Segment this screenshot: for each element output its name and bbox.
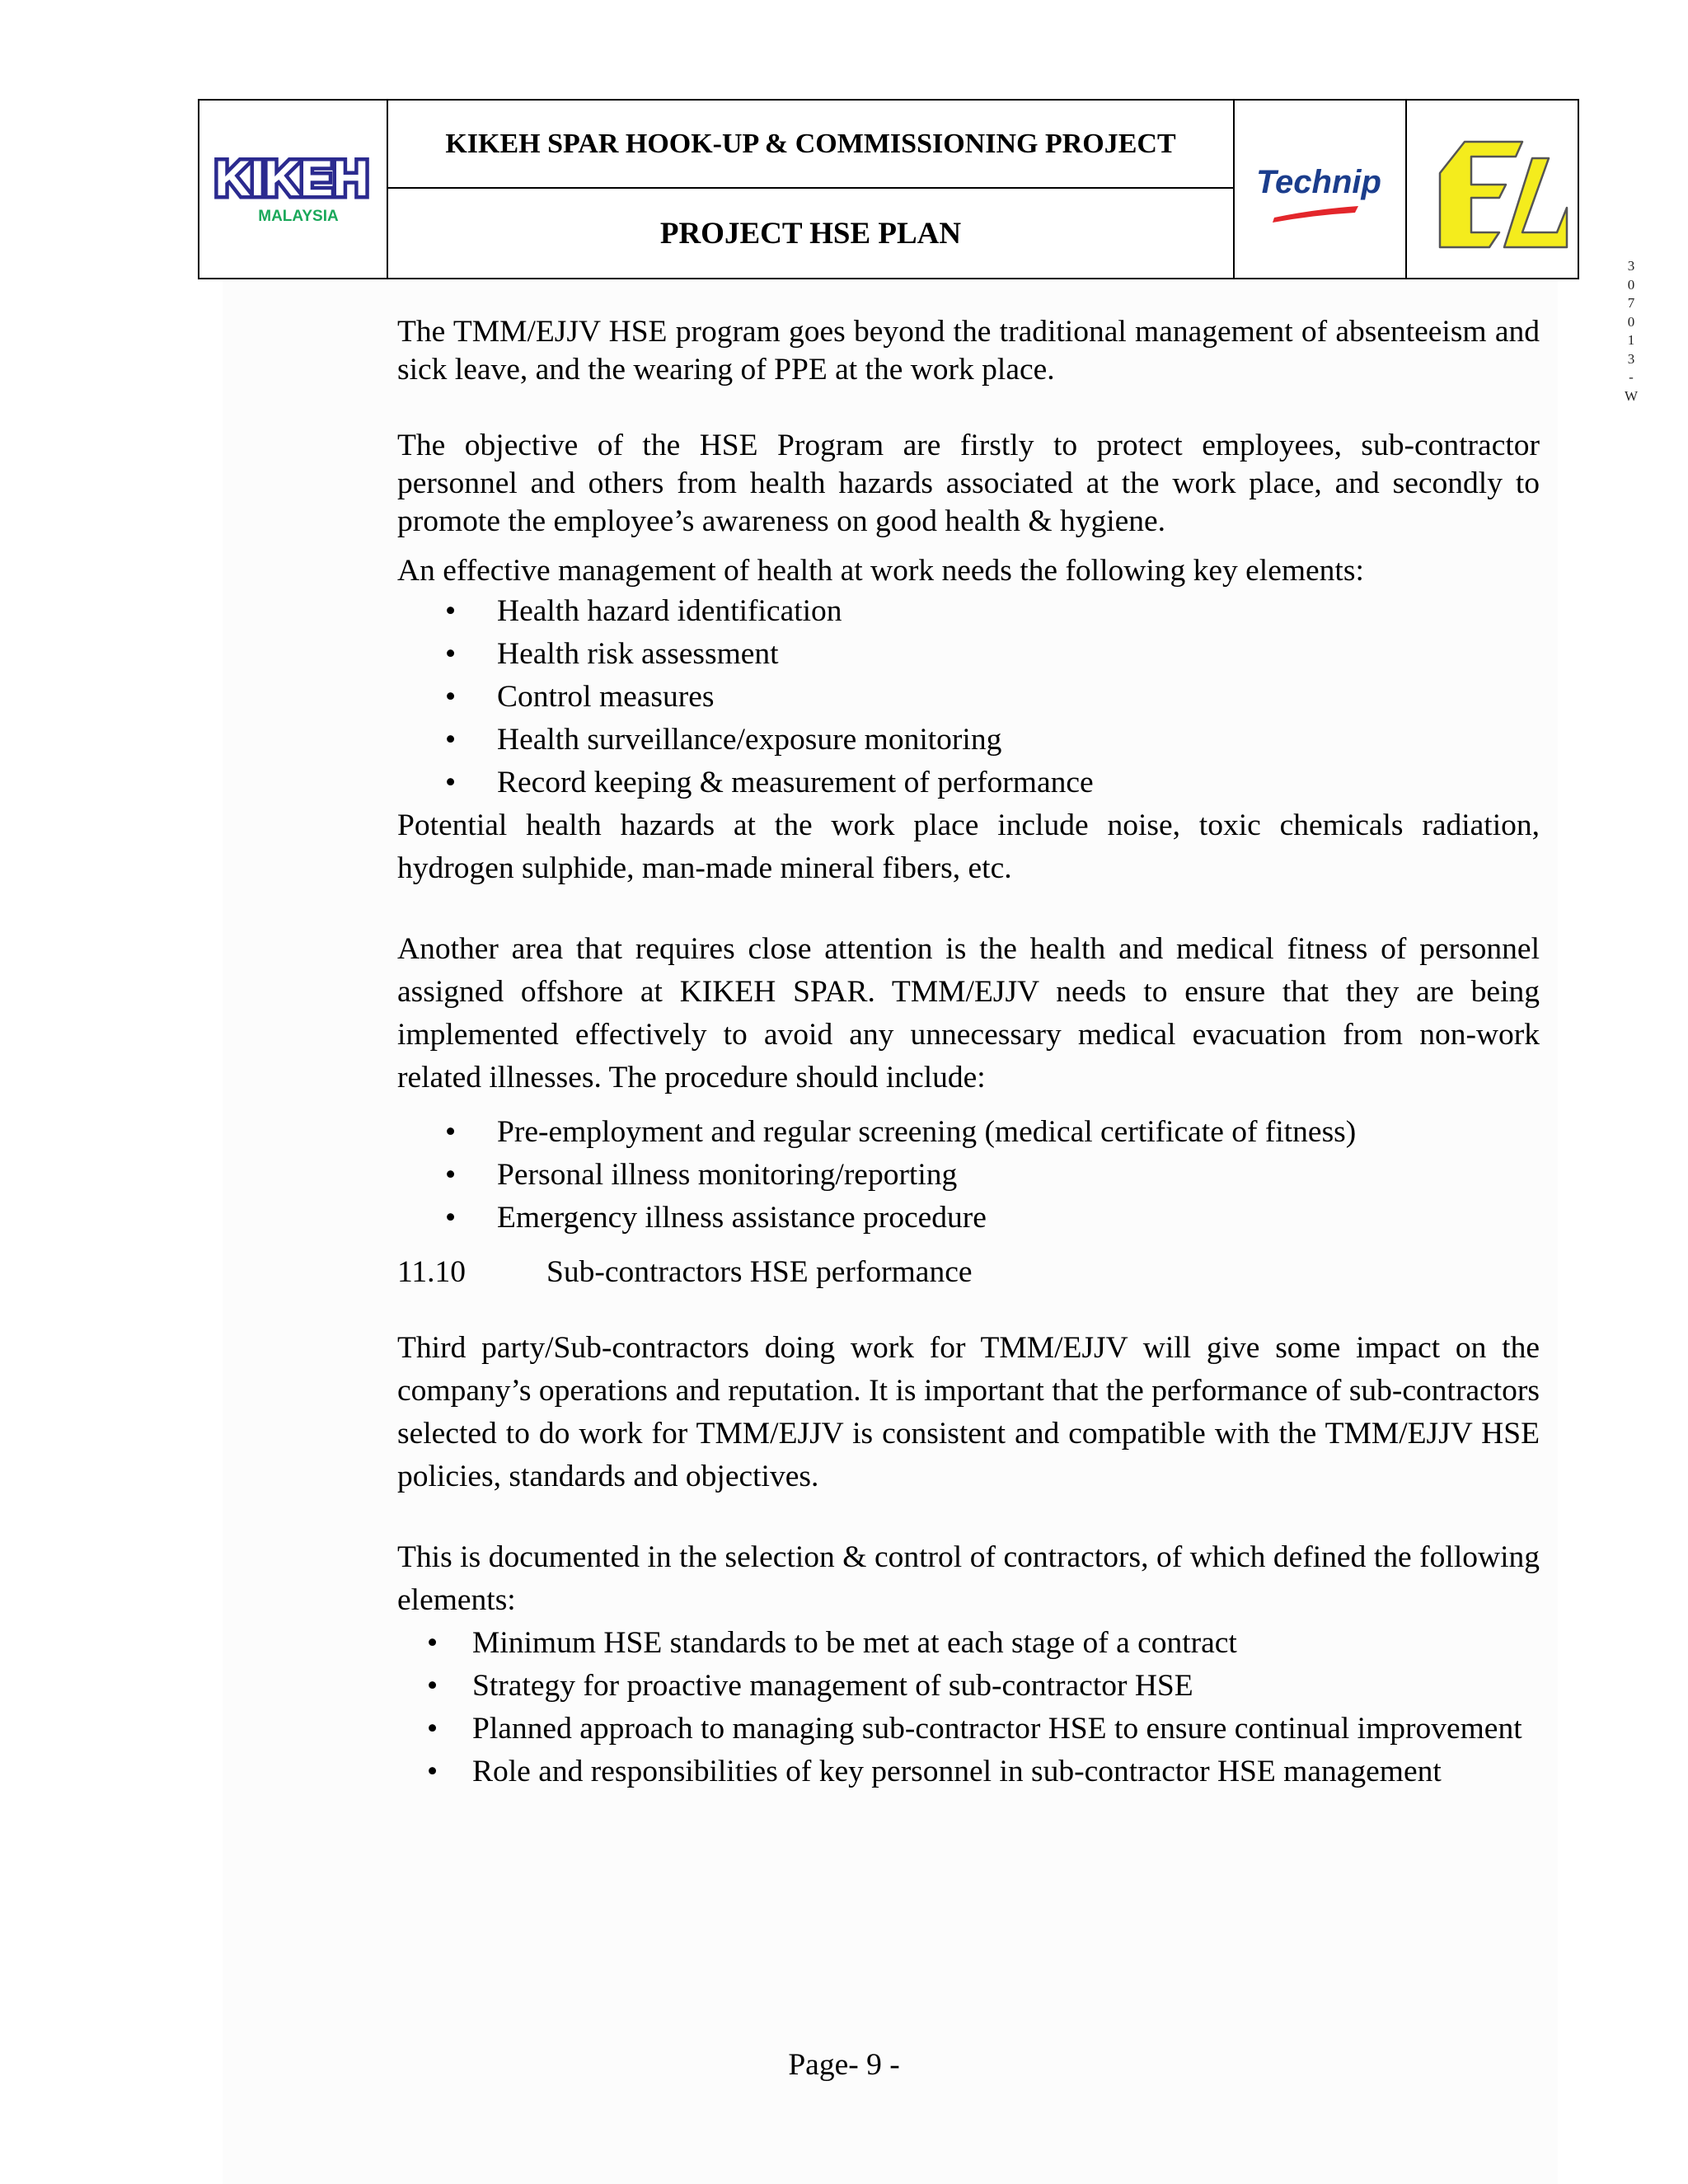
side-code-char: 7 — [1627, 295, 1635, 311]
list-item — [397, 1154, 1540, 1197]
kikeh-logo-text: KIKEH — [214, 151, 369, 206]
section-heading — [397, 1251, 1540, 1294]
technip-swoosh-icon — [1273, 206, 1358, 223]
kikeh-logo-subtext: MALAYSIA — [258, 208, 339, 225]
el-logo-icon — [1440, 142, 1567, 247]
list-item — [397, 1708, 1540, 1750]
paragraph: Potential health hazards at the work place include noise, toxic chemicals radiation, hydrogen sulphide, man-made mineral fibers, etc. — [397, 808, 1540, 885]
document-body — [397, 313, 1540, 1805]
kikeh-logo — [199, 101, 388, 278]
list-item-text: Health hazard identification — [497, 594, 842, 628]
list-item-text: Pre-employment and regular screening (medical certificate of fitness) — [497, 1115, 1357, 1149]
paragraph: Another area that requires close attention is the health and medical fitness of personnel assigned offshore at KIKEH SPAR. TMM/EJJV needs to ensure that they are being implemented effectively to avoid any unnecessary medical evacuation from non-work related illnesses. The procedure should include: — [397, 932, 1540, 1094]
side-code-char: 3 — [1627, 258, 1635, 274]
list-item — [397, 762, 1540, 804]
list-item-text: Emergency illness assistance procedure — [497, 1201, 987, 1235]
list-item-text: Health surveillance/exposure monitoring — [497, 723, 1002, 757]
list-item — [397, 1622, 1540, 1665]
side-code-char: 0 — [1627, 276, 1635, 293]
technip-logo-text: Technip — [1256, 164, 1381, 200]
bullet-icon: • — [445, 594, 457, 628]
list-item — [397, 676, 1540, 719]
bullet-icon: • — [445, 723, 457, 757]
technip-logo — [1235, 101, 1407, 278]
list-item — [397, 1111, 1540, 1154]
list-item-text: Minimum HSE standards to be met at each stage of a contract — [472, 1626, 1237, 1660]
bullet-icon: • — [445, 766, 457, 799]
side-code-char: 0 — [1627, 313, 1635, 330]
list-item — [397, 719, 1540, 762]
side-code-char: 3 — [1627, 350, 1635, 367]
bullet-icon: • — [445, 1201, 457, 1235]
list-item — [397, 1665, 1540, 1708]
el-logo — [1407, 101, 1581, 278]
paragraph: The objective of the HSE Program are firstly to protect employees, sub-contractor personnel and others from health hazards associated at the work place, and secondly to promote the employee’s awareness on good health & hygiene. — [397, 429, 1540, 538]
document-title: PROJECT HSE PLAN — [659, 216, 962, 251]
list-item-text: Control measures — [497, 680, 715, 714]
list-item — [397, 633, 1540, 676]
paragraph: The TMM/EJJV HSE program goes beyond the traditional management of absenteeism and sick leave, and the wearing of PPE at the work place. — [397, 315, 1540, 387]
header-title-cell — [388, 101, 1235, 278]
document-header — [198, 99, 1579, 279]
list-item-text: Health risk assessment — [497, 637, 779, 671]
page-number: Page- 9 - — [788, 2048, 900, 2082]
list-item-text: Role and responsibilities of key personnel in sub-contractor HSE management — [472, 1755, 1442, 1788]
bullet-icon: • — [427, 1755, 438, 1788]
side-code-char: - — [1629, 369, 1634, 385]
bullet-icon: • — [445, 680, 457, 714]
list-item — [397, 1750, 1540, 1793]
section-number: 11.10 — [397, 1255, 466, 1289]
list-item-text: Personal illness monitoring/reporting — [497, 1158, 958, 1192]
bullet-icon: • — [427, 1626, 438, 1660]
bullet-icon: • — [427, 1669, 438, 1703]
side-code-char: 1 — [1627, 332, 1635, 348]
key-elements-list — [397, 590, 1540, 1793]
side-code-char: W — [1624, 387, 1639, 404]
project-title: KIKEH SPAR HOOK-UP & COMMISSIONING PROJECT — [388, 101, 1233, 189]
section-title: Sub-contractors HSE performance — [546, 1255, 973, 1289]
side-document-code — [1619, 257, 1643, 405]
list-item — [397, 1197, 1540, 1240]
list-item — [397, 590, 1540, 633]
bullet-icon: • — [445, 1115, 457, 1149]
paragraph: Third party/Sub-contractors doing work for TMM/EJJV will give some impact on the company’s operations and reputation. It is important that the performance of sub-contractors selected to do work for TMM/EJJV is consistent and compatible with the TMM/EJJV HSE policies, standards and objectives. — [397, 1331, 1540, 1493]
paragraph: An effective management of health at work needs the following key elements: — [397, 554, 1364, 588]
bullet-icon: • — [445, 1158, 457, 1192]
list-item-text: Strategy for proactive management of sub-contractor HSE — [472, 1669, 1193, 1703]
procedure-list — [397, 1111, 1540, 1240]
list-item-text: Record keeping & measurement of performance — [497, 766, 1094, 799]
contractor-elements-list — [397, 1622, 1540, 1793]
bullet-icon: • — [445, 637, 457, 671]
list-item-text: Planned approach to managing sub-contractor HSE to ensure continual improvement — [472, 1712, 1522, 1746]
bullet-icon: • — [427, 1712, 438, 1746]
paragraph: This is documented in the selection & control of contractors, of which defined the following elements: — [397, 1540, 1540, 1617]
